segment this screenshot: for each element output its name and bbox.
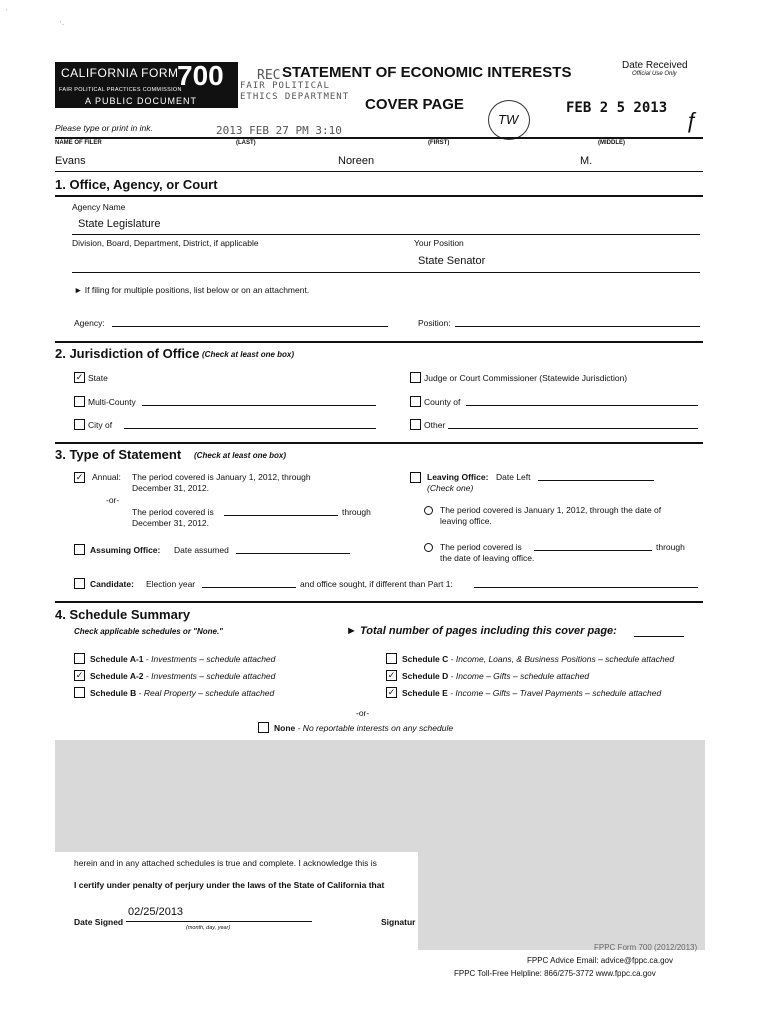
leaving-option-2-text-a: The period covered is — [440, 542, 522, 552]
position2-label: Position: — [418, 318, 451, 328]
city-of-label: City of — [88, 420, 113, 430]
section-3-title: 3. Type of Statement — [55, 447, 182, 462]
leaving-option-1-radio[interactable] — [424, 506, 433, 515]
divider — [55, 442, 703, 444]
office-sought-line[interactable] — [474, 587, 698, 588]
assuming-office-checkbox[interactable] — [74, 544, 85, 555]
first-name-label: (FIRST) — [428, 140, 450, 146]
multi-county-input-line[interactable] — [142, 405, 376, 406]
your-position-label: Your Position — [414, 238, 464, 248]
county-of-label: County of — [424, 397, 461, 407]
check-one-label: (Check one) — [427, 483, 474, 493]
other-label: Other — [424, 420, 446, 430]
leaving-office-checkbox[interactable] — [410, 472, 421, 483]
divider — [55, 601, 703, 603]
date-received-label: Date Received — [622, 60, 688, 71]
leaving-date-line[interactable] — [538, 480, 654, 481]
leaving-date-label: Date Left — [496, 472, 531, 482]
date-signed-value[interactable]: 02/25/2013 — [128, 906, 184, 918]
judge-label: Judge or Court Commissioner (Statewide Jurisdiction) — [424, 373, 628, 383]
stamp-rec: REC — [257, 68, 281, 83]
leaving-option-2-text-b: the date of leaving office. — [440, 553, 535, 563]
last-name-label: (LAST) — [236, 140, 256, 146]
date-received-sub: Official Use Only — [632, 71, 677, 77]
county-of-checkbox[interactable] — [410, 396, 421, 407]
city-of-input-line[interactable] — [124, 428, 376, 429]
annual-alt-date-line[interactable] — [224, 515, 338, 516]
last-name-value[interactable]: Evans — [55, 155, 86, 167]
schedule-b-checkbox[interactable] — [74, 687, 85, 698]
position-value[interactable]: State Senator — [418, 255, 486, 267]
agency-input-line[interactable] — [112, 326, 388, 327]
section-2-title: 2. Jurisdiction of Office — [55, 346, 200, 361]
stamp-ethics: ETHICS DEPARTMENT — [240, 92, 350, 102]
state-checkbox[interactable]: ✓ — [75, 372, 84, 382]
schedule-d-label: Schedule D - Income – Gifts – schedule attached — [402, 671, 590, 681]
multi-county-checkbox[interactable] — [74, 396, 85, 407]
election-year-line[interactable] — [202, 587, 296, 588]
date-signed-line — [126, 921, 312, 922]
assuming-date-line[interactable] — [236, 553, 350, 554]
position-input-line[interactable] — [455, 326, 700, 327]
advice-email: FPPC Advice Email: advice@fppc.ca.gov — [527, 956, 673, 965]
multiple-positions-note: ► If filing for multiple positions, list below or on an attachment. — [74, 285, 310, 295]
signature-label: Signatur — [381, 917, 416, 927]
section-2-subtitle: (Check at least one box) — [202, 350, 295, 359]
or-separator: -or- — [356, 708, 370, 718]
verification-line-2: I certify under penalty of perjury under the laws of the State of California that — [74, 880, 385, 890]
stray-mark: ˙· — [60, 22, 64, 28]
annual-text-2: December 31, 2012. — [132, 483, 210, 493]
agency-name-value[interactable]: State Legislature — [78, 218, 161, 230]
form-title: CALIFORNIA FORM — [61, 66, 179, 80]
candidate-checkbox[interactable] — [74, 578, 85, 589]
leaving-option-2-line[interactable] — [534, 550, 652, 551]
judge-checkbox[interactable] — [410, 372, 421, 383]
divider — [72, 234, 700, 235]
county-of-input-line[interactable] — [466, 405, 698, 406]
middle-name-label: (MIDDLE) — [598, 140, 625, 146]
date-signed-label: Date Signed — [74, 917, 124, 927]
annual-alt-text-1: The period covered is — [132, 507, 214, 517]
middle-name-value[interactable]: M. — [580, 155, 593, 167]
stamp-mark: ƒ — [686, 108, 699, 133]
leaving-option-2-through: through — [656, 542, 685, 552]
form-reference: FPPC Form 700 (2012/2013) — [594, 943, 698, 952]
stamp-initials: TW — [498, 112, 519, 127]
leaving-option-1-text-a: The period covered is January 1, 2012, through the date of — [440, 505, 662, 515]
none-label: None - No reportable interests on any schedule — [274, 723, 454, 733]
section-4-title: 4. Schedule Summary — [55, 607, 191, 622]
annual-alt-text-2: December 31, 2012. — [132, 518, 210, 528]
annual-checkbox[interactable]: ✓ — [75, 472, 84, 482]
public-document-label: A PUBLIC DOCUMENT — [85, 96, 198, 106]
name-of-filer-label: NAME OF FILER — [55, 140, 102, 146]
multi-county-label: Multi-County — [88, 397, 136, 407]
schedule-c-checkbox[interactable] — [386, 653, 397, 664]
none-checkbox[interactable] — [258, 722, 269, 733]
divider — [55, 195, 703, 197]
schedule-a2-label: Schedule A-2 - Investments – schedule attached — [90, 671, 276, 681]
verification-line-1: herein and in any attached schedules is true and complete. I acknowledge this is — [74, 858, 377, 868]
schedule-a1-label: Schedule A-1 - Investments – schedule attached — [90, 654, 276, 664]
form-header-box — [55, 62, 238, 108]
stray-mark: ˙ — [6, 10, 8, 16]
annual-label: Annual: — [92, 472, 121, 482]
total-pages-label: ► Total number of pages including this cover page: — [346, 625, 617, 637]
date-format-label: (month, day, year) — [186, 925, 231, 931]
schedule-b-label: Schedule B - Real Property – schedule attached — [90, 688, 275, 698]
first-name-value[interactable]: Noreen — [338, 155, 375, 167]
divider — [55, 341, 703, 343]
leaving-option-1-text-b: leaving office. — [440, 516, 492, 526]
total-pages-line[interactable] — [634, 636, 684, 637]
section-1-title: 1. Office, Agency, or Court — [55, 177, 218, 192]
divider — [72, 272, 700, 273]
received-stamp-date: FEB 2 5 2013 — [566, 100, 668, 116]
leaving-option-2-radio[interactable] — [424, 543, 433, 552]
divider — [55, 171, 703, 172]
redacted-signature-area — [418, 852, 705, 950]
or-label: -or- — [106, 495, 120, 505]
schedule-c-label: Schedule C - Income, Loans, & Business Positions – schedule attached — [402, 654, 675, 664]
schedule-e-checkbox[interactable]: ✓ — [387, 687, 396, 697]
annual-text-1: The period covered is January 1, 2012, through — [132, 472, 311, 482]
annual-alt-through: through — [342, 507, 371, 517]
agency-name-label: Agency Name — [72, 202, 126, 212]
city-of-checkbox[interactable] — [74, 419, 85, 430]
schedule-d-checkbox[interactable]: ✓ — [387, 670, 396, 680]
office-sought-label: and office sought, if different than Part 1: — [300, 579, 453, 589]
stamp-date: 2013 FEB 27 PM 3:10 — [216, 124, 342, 137]
page-title: STATEMENT OF ECONOMIC INTERESTS — [282, 64, 572, 81]
section-4-subtitle: Check applicable schedules or "None." — [74, 627, 223, 636]
agency-label: Agency: — [74, 318, 105, 328]
assuming-date-label: Date assumed — [174, 545, 229, 555]
divider — [55, 137, 703, 139]
stamp-fair-political: FAIR POLITICAL — [240, 81, 330, 91]
schedule-e-label: Schedule E - Income – Gifts – Travel Payments – schedule attached — [402, 688, 662, 698]
agency-small: FAIR POLITICAL PRACTICES COMMISSION — [59, 87, 182, 93]
please-type-note: Please type or print in ink. — [55, 123, 153, 133]
page-subtitle: COVER PAGE — [365, 96, 464, 113]
other-input-line[interactable] — [448, 428, 698, 429]
schedule-a1-checkbox[interactable] — [74, 653, 85, 664]
election-year-label: Election year — [146, 579, 196, 589]
other-checkbox[interactable] — [410, 419, 421, 430]
redacted-area — [55, 740, 705, 852]
form-number: 700 — [177, 60, 224, 91]
assuming-office-label: Assuming Office: — [90, 545, 161, 555]
division-label: Division, Board, Department, District, if applicable — [72, 238, 259, 248]
toll-free-helpline: FPPC Toll-Free Helpline: 866/275-3772 www.fppc.ca.gov — [454, 969, 656, 978]
schedule-a2-checkbox[interactable]: ✓ — [75, 670, 84, 680]
leaving-office-label: Leaving Office: — [427, 472, 489, 482]
state-label: State — [88, 373, 108, 383]
candidate-label: Candidate: — [90, 579, 134, 589]
section-3-subtitle: (Check at least one box) — [194, 451, 287, 460]
